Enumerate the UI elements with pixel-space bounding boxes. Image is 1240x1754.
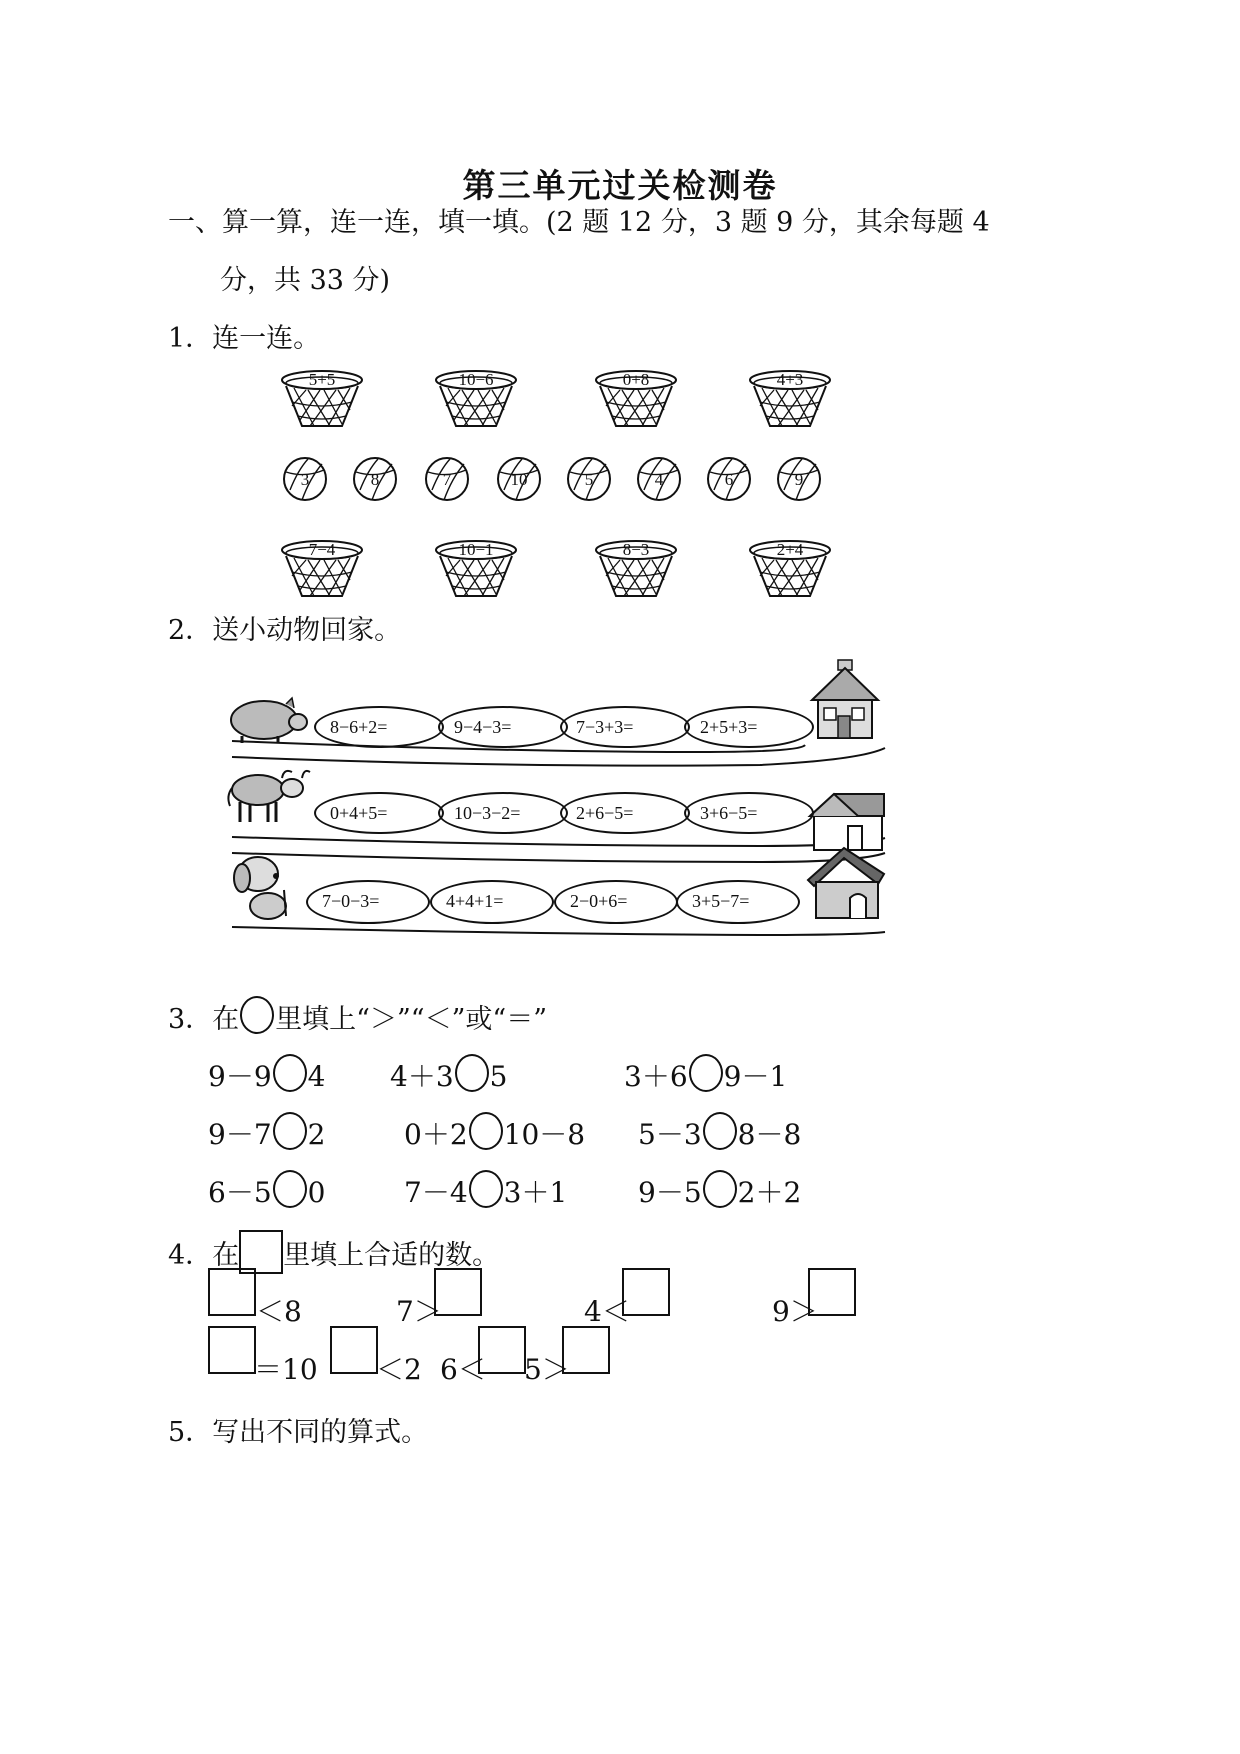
inequality-text: 5＞ bbox=[524, 1353, 570, 1386]
hoop-expression: 2+4 bbox=[776, 540, 804, 559]
page-title: 第三单元过关检测卷 bbox=[462, 166, 778, 205]
comparison-right: 10－8 bbox=[503, 1118, 586, 1151]
comparison-right: 8－8 bbox=[737, 1118, 802, 1151]
comparison-left: 9－7 bbox=[208, 1118, 272, 1151]
equation-oval[interactable]: 9−4−3= bbox=[438, 706, 568, 748]
comparison-left: 3＋6 bbox=[624, 1060, 688, 1093]
answer-circle[interactable] bbox=[273, 1054, 307, 1092]
equation-oval[interactable]: 2−0+6= bbox=[554, 880, 678, 924]
hoop-expression: 4+3 bbox=[776, 370, 804, 389]
question-5-label: 5．写出不同的算式。 bbox=[168, 1417, 429, 1448]
answer-box[interactable] bbox=[562, 1326, 610, 1374]
comparison-item bbox=[390, 1054, 507, 1095]
answer-box[interactable] bbox=[330, 1326, 378, 1374]
comparison-right: 0 bbox=[307, 1176, 326, 1209]
answer-box[interactable] bbox=[478, 1326, 526, 1374]
question-3-prefix: 3．在 bbox=[168, 1004, 240, 1035]
inequality-text: ＝10 bbox=[254, 1353, 318, 1386]
comparison-left: 4＋3 bbox=[390, 1060, 454, 1093]
inequality-text: 7＞ bbox=[396, 1295, 442, 1328]
comparison-right: 4 bbox=[307, 1060, 326, 1093]
comparison-item bbox=[404, 1170, 567, 1211]
answer-circle[interactable] bbox=[273, 1170, 307, 1208]
section-heading-continued: 分，共 33 分) bbox=[220, 265, 391, 296]
comparison-left: 6－5 bbox=[208, 1176, 272, 1209]
answer-circle[interactable] bbox=[469, 1170, 503, 1208]
comparison-item bbox=[404, 1112, 585, 1153]
comparison-left: 7－4 bbox=[404, 1176, 468, 1209]
equation-oval[interactable]: 2+5+3= bbox=[684, 706, 814, 748]
comparison-right: 2＋2 bbox=[737, 1176, 802, 1209]
dog-icon bbox=[228, 850, 294, 922]
answer-circle-sample bbox=[240, 996, 274, 1034]
equation-oval[interactable]: 4+4+1= bbox=[430, 880, 554, 924]
hoop-expression: 7−4 bbox=[308, 540, 336, 559]
comparison-item bbox=[638, 1170, 801, 1211]
comparison-right: 9－1 bbox=[723, 1060, 788, 1093]
barn-icon bbox=[808, 794, 886, 852]
cow-icon bbox=[226, 766, 312, 826]
ball-number: 4 bbox=[654, 470, 664, 489]
section-heading: 一、算一算，连一连，填一填。(2 题 12 分，3 题 9 分，其余每题 4 bbox=[168, 207, 990, 238]
ball-number: 6 bbox=[724, 470, 734, 489]
question-4-suffix: 里填上合适的数。 bbox=[283, 1240, 500, 1271]
inequality-text: 6＜ bbox=[440, 1353, 486, 1386]
answer-circle[interactable] bbox=[689, 1054, 723, 1092]
equation-oval[interactable]: 7−0−3= bbox=[306, 880, 430, 924]
question-2-label: 2．送小动物回家。 bbox=[168, 615, 402, 646]
comparison-right: 2 bbox=[307, 1118, 326, 1151]
answer-circle[interactable] bbox=[455, 1054, 489, 1092]
answer-circle[interactable] bbox=[273, 1112, 307, 1150]
hoop-expression: 5+5 bbox=[308, 370, 336, 389]
ball-number: 8 bbox=[370, 470, 380, 489]
ball-number: 9 bbox=[794, 470, 804, 489]
comparison-right: 3＋1 bbox=[503, 1176, 568, 1209]
hoop-expression: 10−1 bbox=[458, 540, 494, 559]
comparison-item bbox=[638, 1112, 801, 1153]
answer-box[interactable] bbox=[808, 1268, 856, 1316]
comparison-right: 5 bbox=[489, 1060, 508, 1093]
answer-box[interactable] bbox=[434, 1268, 482, 1316]
pig-icon bbox=[226, 696, 310, 744]
comparison-item bbox=[208, 1054, 325, 1095]
inequality-text: ＜2 bbox=[376, 1353, 422, 1386]
answer-circle[interactable] bbox=[703, 1112, 737, 1150]
comparison-item bbox=[208, 1170, 325, 1211]
ball-number: 7 bbox=[442, 470, 452, 489]
hoop-expression: 0+8 bbox=[622, 370, 650, 389]
cottage-icon bbox=[808, 660, 882, 740]
equation-oval[interactable]: 3+6−5= bbox=[684, 792, 814, 834]
equation-oval[interactable]: 0+4+5= bbox=[314, 792, 444, 834]
inequality-text: ＜8 bbox=[256, 1295, 302, 1328]
answer-box[interactable] bbox=[208, 1326, 256, 1374]
ball-number: 10 bbox=[510, 470, 528, 489]
comparison-left: 9－5 bbox=[638, 1176, 702, 1209]
equation-oval[interactable]: 2+6−5= bbox=[560, 792, 690, 834]
equation-oval[interactable]: 8−6+2= bbox=[314, 706, 444, 748]
hoop-expression: 8−3 bbox=[622, 540, 650, 559]
comparison-left: 0＋2 bbox=[404, 1118, 468, 1151]
comparison-left: 9－9 bbox=[208, 1060, 272, 1093]
answer-circle[interactable] bbox=[469, 1112, 503, 1150]
comparison-item bbox=[624, 1054, 787, 1095]
ball-number: 5 bbox=[584, 470, 594, 489]
answer-box[interactable] bbox=[208, 1268, 256, 1316]
question-3-label bbox=[168, 996, 547, 1037]
hoop-expression: 10−6 bbox=[458, 370, 494, 389]
equation-oval[interactable]: 7−3+3= bbox=[560, 706, 690, 748]
comparison-left: 5－3 bbox=[638, 1118, 702, 1151]
question-4-prefix: 4．在 bbox=[168, 1240, 240, 1271]
equation-oval[interactable]: 3+5−7= bbox=[676, 880, 800, 924]
answer-box[interactable] bbox=[622, 1268, 670, 1316]
answer-circle[interactable] bbox=[703, 1170, 737, 1208]
doghouse-icon bbox=[808, 848, 886, 922]
question-1-label: 1．连一连。 bbox=[168, 323, 321, 354]
question-3-suffix: 里填上“＞”“＜”或“＝” bbox=[275, 1004, 548, 1035]
inequality-text: 9＞ bbox=[772, 1295, 818, 1328]
comparison-item bbox=[208, 1112, 325, 1153]
inequality-text: 4＜ bbox=[584, 1295, 630, 1328]
equation-oval[interactable]: 10−3−2= bbox=[438, 792, 568, 834]
ball-number: 3 bbox=[300, 470, 310, 489]
